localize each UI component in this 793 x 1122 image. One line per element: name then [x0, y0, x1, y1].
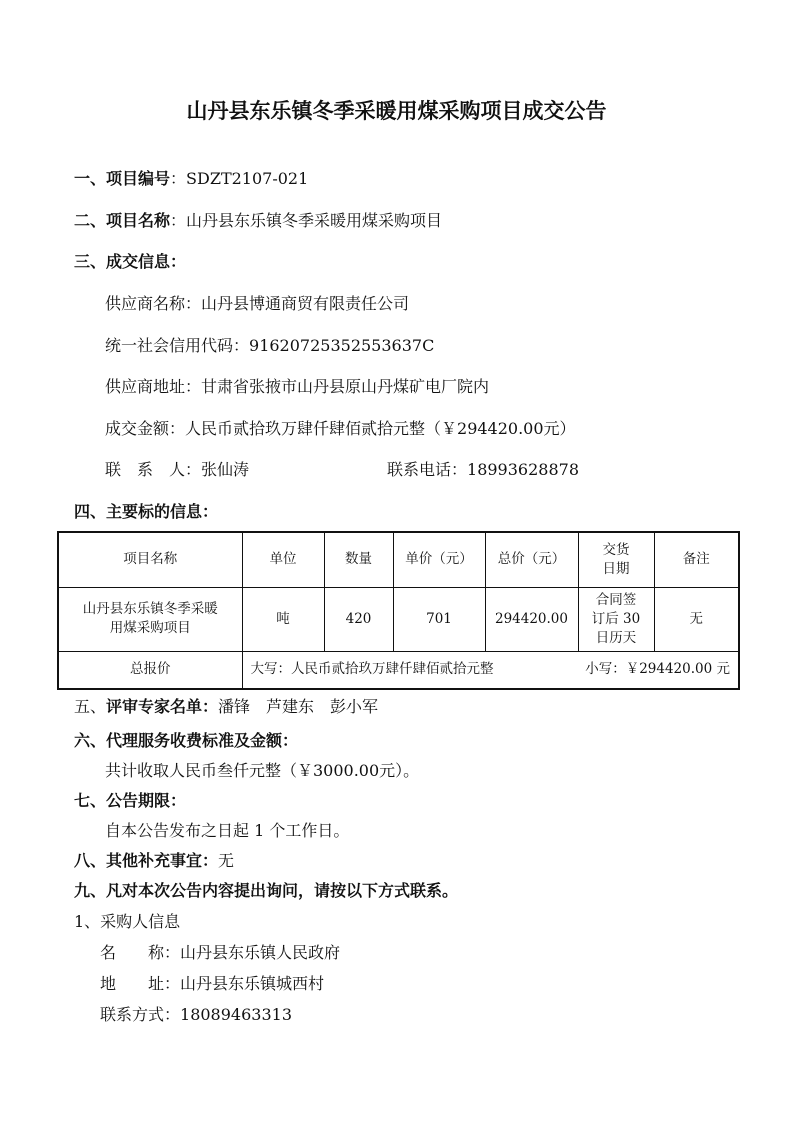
period-detail: 自本公告发布之日起 1 个工作日。	[105, 821, 350, 840]
fee-colon: ：	[282, 731, 299, 750]
row-name-line2: 用煤采购项目	[109, 620, 191, 636]
period-label: 七、公告期限	[74, 791, 171, 810]
project-number-value: SDZT2107-021	[186, 169, 309, 188]
section-main-subject	[74, 501, 218, 523]
header-total: 总价（元）	[485, 532, 578, 587]
row-note: 无	[654, 587, 739, 651]
deal-amount-label: 成交金额：	[105, 419, 186, 438]
row-unit: 吨	[242, 587, 324, 651]
deal-amount-line	[105, 418, 576, 440]
project-number-colon: ：	[170, 169, 187, 188]
header-delivery-line2: 日期	[602, 560, 630, 577]
deal-amount-value: 人民币贰拾玖万肆仟肆佰贰拾元整（￥294420.00元）	[185, 419, 576, 438]
row-qty: 420	[324, 587, 393, 651]
main-subject-colon: ：	[202, 502, 219, 521]
section-project-name	[74, 210, 442, 232]
supplier-name-value: 山丹县博通商贸有限责任公司	[201, 294, 410, 313]
purchaser-address-value: 山丹县东乐镇城西村	[180, 974, 325, 993]
fee-detail: 共计收取人民币叁仟元整（￥3000.00元）。	[105, 761, 420, 780]
supplier-code-label: 统一社会信用代码：	[105, 336, 250, 355]
row-delivery-line1: 合同签	[595, 591, 637, 608]
header-name: 项目名称	[58, 532, 242, 587]
purchaser-name-line	[100, 942, 340, 964]
purchaser-name-value: 山丹县东乐镇人民政府	[180, 943, 341, 962]
purchaser-name-label: 名 称：	[100, 943, 181, 962]
row-delivery-line3: 日历天	[595, 629, 637, 646]
project-name-colon: ：	[170, 211, 187, 230]
header-unit: 单位	[242, 532, 324, 587]
project-name-label: 二、项目名称	[74, 211, 171, 230]
section-period	[74, 790, 186, 812]
fee-label: 六、代理服务收费标准及金额	[74, 731, 283, 750]
main-subject-label: 四、主要标的信息	[74, 502, 203, 521]
project-number-label: 一、项目编号	[74, 169, 171, 188]
project-name-value: 山丹县东乐镇冬季采暖用煤采购项目	[186, 211, 443, 230]
purchaser-address-label: 地 址：	[100, 974, 181, 993]
supplier-address-label: 供应商地址：	[105, 377, 202, 396]
total-amount	[242, 651, 739, 689]
purchaser-phone-label: 联系方式：	[100, 1005, 181, 1024]
row-price: 701	[393, 587, 485, 651]
row-delivery	[578, 587, 654, 651]
phone-line	[387, 459, 579, 481]
purchaser-address-line	[100, 973, 324, 995]
inquiry-label: 九、凡对本次公告内容提出询问，请按以下方式联系。	[74, 881, 459, 900]
purchaser-phone-line	[100, 1004, 292, 1026]
purchaser-heading: 1、采购人信息	[74, 912, 181, 931]
experts-colon: ：	[202, 697, 219, 716]
header-price: 单价（元）	[393, 532, 485, 587]
deal-info-label: 三、成交信息	[74, 252, 171, 271]
purchaser-phone-value: 18089463313	[180, 1005, 292, 1024]
header-delivery	[578, 532, 654, 587]
supplier-address-value: 甘肃省张掖市山丹县原山丹煤矿电厂院内	[201, 377, 490, 396]
total-xiaoxie: 小写：￥294420.00 元	[585, 661, 730, 678]
table-header-row	[58, 532, 739, 587]
contact-line	[105, 459, 249, 481]
other-colon: ：	[202, 851, 219, 870]
supplier-code-value: 91620725352553637C	[249, 336, 435, 355]
supplier-name-line	[105, 293, 409, 315]
supplier-name-label: 供应商名称：	[105, 294, 202, 313]
section-deal-info	[74, 251, 186, 273]
subject-table	[57, 531, 740, 690]
row-total: 294420.00	[485, 587, 578, 651]
section-fee	[74, 730, 298, 752]
contact-label: 联 系 人：	[105, 460, 202, 479]
total-daxie: 大写：人民币贰拾玖万肆仟肆佰贰拾元整	[250, 661, 494, 678]
header-delivery-line1: 交货	[602, 541, 630, 558]
table-row	[58, 587, 739, 651]
experts-prefix: 五、	[74, 697, 107, 716]
header-note: 备注	[654, 532, 739, 587]
experts-value: 潘锋 芦建东 彭小军	[218, 697, 379, 716]
section-other	[74, 850, 234, 872]
deal-info-colon: ：	[170, 252, 187, 271]
row-name	[58, 587, 242, 651]
supplier-address-line	[105, 376, 489, 398]
row-delivery-line2: 订后 30	[591, 610, 641, 627]
header-qty: 数量	[324, 532, 393, 587]
phone-label: 联系电话：	[387, 460, 468, 479]
period-colon: ：	[170, 791, 187, 810]
total-label: 总报价	[58, 651, 242, 689]
experts-label: 评审专家名单	[106, 697, 203, 716]
other-label: 八、其他补充事宜	[74, 851, 203, 870]
other-value: 无	[218, 851, 235, 870]
section-inquiry	[74, 880, 458, 902]
phone-value: 18993628878	[467, 460, 579, 479]
page-title: 山丹县东乐镇冬季采暖用煤采购项目成交公告	[186, 99, 607, 123]
row-name-line1: 山丹县东乐镇冬季采暖	[82, 601, 218, 617]
contact-value: 张仙涛	[201, 460, 250, 479]
supplier-code-line	[105, 335, 434, 357]
section-project-number	[74, 168, 308, 190]
table-total-row	[58, 651, 739, 689]
section-experts	[74, 696, 378, 718]
